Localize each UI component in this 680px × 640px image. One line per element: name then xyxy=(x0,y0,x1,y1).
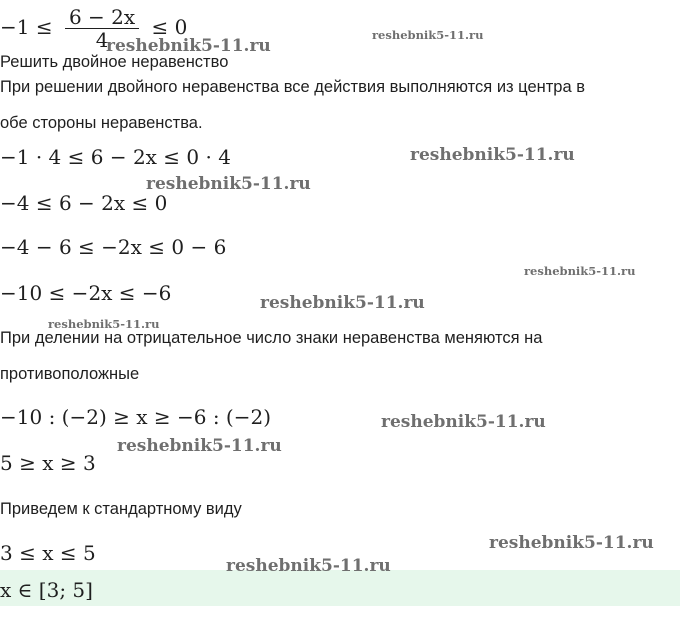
watermark: reshebnik5-11.ru xyxy=(410,145,575,165)
answer-line: x ∈ [3; 5] xyxy=(0,578,93,602)
inequality-right: ≤ 0 xyxy=(151,15,188,39)
rule-text-line1: При решении двойного неравенства все действия выполняются из центра в xyxy=(0,78,586,96)
watermark: reshebnik5-11.ru xyxy=(146,174,311,194)
watermark: reshebnik5-11.ru xyxy=(48,317,160,331)
rule-text-line2: обе стороны неравенства. xyxy=(0,114,203,132)
watermark: reshebnik5-11.ru xyxy=(226,556,391,576)
division-rule-line1: При делении на отрицательное число знаки неравенства меняются на xyxy=(0,329,543,347)
inequality-left: −1 ≤ xyxy=(0,15,53,39)
watermark: reshebnik5-11.ru xyxy=(117,436,282,456)
division-rule-line2: противоположные xyxy=(0,365,140,383)
step-3: −4 − 6 ≤ −2x ≤ 0 − 6 xyxy=(0,235,227,259)
watermark: reshebnik5-11.ru xyxy=(489,533,654,553)
step-4: −10 ≤ −2x ≤ −6 xyxy=(0,281,172,305)
watermark: reshebnik5-11.ru xyxy=(524,264,636,278)
fraction-numerator: 6 − 2x xyxy=(65,6,139,29)
watermark: reshebnik5-11.ru xyxy=(260,293,425,313)
watermark: reshebnik5-11.ru xyxy=(106,36,271,56)
step-1: −1 · 4 ≤ 6 − 2x ≤ 0 · 4 xyxy=(0,145,231,169)
step-7: 3 ≤ x ≤ 5 xyxy=(0,541,96,565)
heading-text: Решить двойное неравенство xyxy=(0,53,229,71)
step-2: −4 ≤ 6 − 2x ≤ 0 xyxy=(0,191,168,215)
watermark: reshebnik5-11.ru xyxy=(372,28,484,42)
standard-form-text: Приведем к стандартному виду xyxy=(0,500,242,518)
step-6: 5 ≥ x ≥ 3 xyxy=(0,451,96,475)
step-5: −10 : (−2) ≥ x ≥ −6 : (−2) xyxy=(0,405,271,429)
fraction-denominator: 4 xyxy=(95,28,109,52)
watermark: reshebnik5-11.ru xyxy=(381,412,546,432)
